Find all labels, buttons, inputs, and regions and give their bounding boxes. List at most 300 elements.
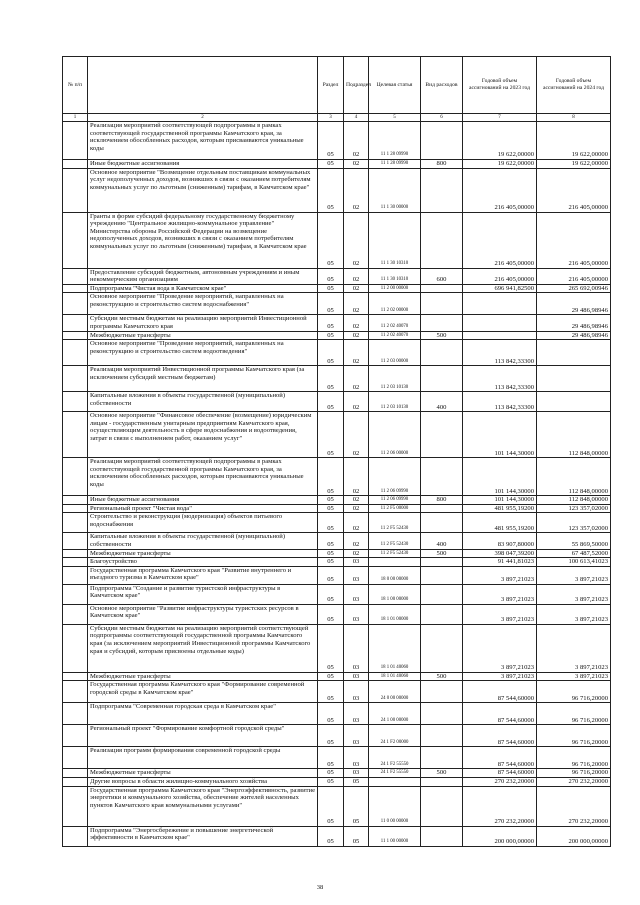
row-number-cell bbox=[63, 331, 88, 340]
row-number-cell bbox=[63, 681, 88, 703]
row-podrazdel-cell: 02 bbox=[344, 293, 369, 315]
row-number-cell bbox=[63, 725, 88, 747]
row-expense-type-cell bbox=[421, 703, 463, 725]
row-amount-2023-cell: 83 907,80000 bbox=[463, 533, 537, 549]
row-expense-type-cell bbox=[421, 566, 463, 584]
header-name bbox=[88, 57, 318, 114]
table-row bbox=[63, 496, 611, 505]
col-number: 5 bbox=[369, 114, 421, 122]
row-razdel-cell: 05 bbox=[318, 777, 344, 786]
row-name-cell: Межбюджетные трансферты bbox=[88, 672, 318, 681]
row-razdel-cell: 05 bbox=[318, 604, 344, 624]
row-expense-type-cell bbox=[421, 725, 463, 747]
row-amount-2023-cell: 101 144,30000 bbox=[463, 496, 537, 505]
row-podrazdel-cell: 02 bbox=[344, 315, 369, 331]
row-amount-2024-cell: 265 692,00946 bbox=[537, 284, 611, 293]
row-amount-2023-cell: 3 897,21023 bbox=[463, 604, 537, 624]
row-name-cell: Основное мероприятие "Возмещение отдельным поставщикам коммунальных услуг недополученных доходов, возникших в связи с оказанием потребителям коммунальных услуг по льготным (сниженным) тарифам, в Камчатском крае" bbox=[88, 168, 318, 212]
row-number-cell bbox=[63, 703, 88, 725]
row-target-article-cell: 11 2 00 00000 bbox=[369, 284, 421, 293]
row-razdel-cell: 05 bbox=[318, 513, 344, 533]
row-amount-2024-cell: 270 232,20000 bbox=[537, 786, 611, 826]
row-target-article-cell: 24 0 00 00000 bbox=[369, 681, 421, 703]
row-name-cell: Государственная программа Камчатского края "Энергоэффективность, развитие энергетики и коммунального хозяйства, обеспечение жителей населенных пунктов Камчатского края коммунальными услугами" bbox=[88, 786, 318, 826]
table-row bbox=[63, 747, 611, 769]
row-podrazdel-cell: 03 bbox=[344, 747, 369, 769]
row-amount-2024-cell: 29 486,98946 bbox=[537, 315, 611, 331]
row-target-article-cell: 11 1 30 10310 bbox=[369, 212, 421, 268]
row-name-cell: Гранты в форме субсидий федеральному государственному бюджетному учреждению "Центральное жилищно-коммунальное управление" Министерства обороны Российской Федерации на возмещение недополученных доходов, возникших в связи с оказанием потребителям коммунальных услуг по льготным (сниженным) тарифам, в Камчатском крае bbox=[88, 212, 318, 268]
row-name-cell: Основное мероприятие "Проведение мероприятий, направленных на реконструкцию и строительство систем водоснабжения" bbox=[88, 293, 318, 315]
row-amount-2024-cell: 3 897,21023 bbox=[537, 584, 611, 604]
row-number-cell bbox=[63, 747, 88, 769]
row-amount-2024-cell: 96 716,20000 bbox=[537, 703, 611, 725]
row-name-cell: Межбюджетные трансферты bbox=[88, 331, 318, 340]
row-razdel-cell: 05 bbox=[318, 122, 344, 160]
row-target-article-cell: 18 1 01 40060 bbox=[369, 624, 421, 672]
row-number-cell bbox=[63, 777, 88, 786]
row-expense-type-cell bbox=[421, 366, 463, 392]
row-name-cell: Подпрограмма "Современная городская среда в Камчатском крае" bbox=[88, 703, 318, 725]
row-number-cell bbox=[63, 786, 88, 826]
row-razdel-cell: 05 bbox=[318, 703, 344, 725]
row-number-cell bbox=[63, 558, 88, 567]
table-row bbox=[63, 168, 611, 212]
row-amount-2023-cell bbox=[463, 293, 537, 315]
table-row bbox=[63, 293, 611, 315]
row-expense-type-cell: 400 bbox=[421, 392, 463, 412]
row-amount-2024-cell: 29 486,98946 bbox=[537, 293, 611, 315]
row-razdel-cell: 05 bbox=[318, 458, 344, 496]
header-expense-type: Вид расходов bbox=[421, 57, 463, 114]
row-number-cell bbox=[63, 584, 88, 604]
row-razdel-cell: 05 bbox=[318, 315, 344, 331]
table-row bbox=[63, 826, 611, 846]
row-amount-2024-cell: 216 405,00000 bbox=[537, 268, 611, 284]
row-razdel-cell: 05 bbox=[318, 681, 344, 703]
row-podrazdel-cell: 02 bbox=[344, 284, 369, 293]
row-podrazdel-cell: 02 bbox=[344, 122, 369, 160]
row-amount-2023-cell: 3 897,21023 bbox=[463, 566, 537, 584]
row-number-cell bbox=[63, 826, 88, 846]
row-number-cell bbox=[63, 549, 88, 558]
row-amount-2024-cell: 112 848,00000 bbox=[537, 496, 611, 505]
row-amount-2023-cell: 87 544,60000 bbox=[463, 703, 537, 725]
row-amount-2024-cell: 55 869,50000 bbox=[537, 533, 611, 549]
row-podrazdel-cell: 03 bbox=[344, 703, 369, 725]
row-amount-2024-cell: 123 357,02000 bbox=[537, 513, 611, 533]
header-num: № п/п bbox=[63, 57, 88, 114]
row-number-cell bbox=[63, 340, 88, 366]
table-row bbox=[63, 458, 611, 496]
row-podrazdel-cell: 02 bbox=[344, 496, 369, 505]
row-name-cell: Основное мероприятие "Проведение мероприятий, направленных на реконструкцию и строительство систем водоотведения" bbox=[88, 340, 318, 366]
row-target-article-cell: 18 0 00 00000 bbox=[369, 566, 421, 584]
col-number: 1 bbox=[63, 114, 88, 122]
row-amount-2024-cell: 19 622,00000 bbox=[537, 122, 611, 160]
row-number-cell bbox=[63, 160, 88, 169]
row-podrazdel-cell: 02 bbox=[344, 212, 369, 268]
col-number: 7 bbox=[463, 114, 537, 122]
row-expense-type-cell: 500 bbox=[421, 549, 463, 558]
row-razdel-cell: 05 bbox=[318, 725, 344, 747]
row-amount-2024-cell: 3 897,21023 bbox=[537, 672, 611, 681]
row-target-article-cell: 18 1 01 00000 bbox=[369, 604, 421, 624]
col-number: 8 bbox=[537, 114, 611, 122]
row-razdel-cell: 05 bbox=[318, 168, 344, 212]
table-row bbox=[63, 331, 611, 340]
row-amount-2023-cell: 87 544,60000 bbox=[463, 725, 537, 747]
row-amount-2024-cell: 96 716,20000 bbox=[537, 725, 611, 747]
row-amount-2024-cell: 29 486,98946 bbox=[537, 331, 611, 340]
row-podrazdel-cell: 02 bbox=[344, 533, 369, 549]
row-amount-2024-cell: 96 716,20000 bbox=[537, 747, 611, 769]
row-amount-2023-cell: 216 405,00000 bbox=[463, 212, 537, 268]
row-amount-2023-cell: 200 000,00000 bbox=[463, 826, 537, 846]
row-number-cell bbox=[63, 168, 88, 212]
row-expense-type-cell bbox=[421, 786, 463, 826]
row-razdel-cell: 05 bbox=[318, 549, 344, 558]
row-podrazdel-cell: 05 bbox=[344, 826, 369, 846]
table-row bbox=[63, 268, 611, 284]
row-podrazdel-cell: 03 bbox=[344, 725, 369, 747]
row-number-cell bbox=[63, 366, 88, 392]
row-podrazdel-cell: 02 bbox=[344, 366, 369, 392]
row-razdel-cell: 05 bbox=[318, 212, 344, 268]
row-number-cell bbox=[63, 496, 88, 505]
row-expense-type-cell: 800 bbox=[421, 160, 463, 169]
row-razdel-cell: 05 bbox=[318, 160, 344, 169]
row-name-cell: Иные бюджетные ассигнования bbox=[88, 160, 318, 169]
table-row bbox=[63, 566, 611, 584]
row-name-cell: Межбюджетные трансферты bbox=[88, 769, 318, 778]
table-row bbox=[63, 703, 611, 725]
row-amount-2024-cell: 112 848,00000 bbox=[537, 412, 611, 458]
row-name-cell: Субсидии местным бюджетам на реализацию мероприятий Инвестиционной программы Камчатского края bbox=[88, 315, 318, 331]
row-target-article-cell: 11 2 F5 00000 bbox=[369, 504, 421, 513]
row-podrazdel-cell: 05 bbox=[344, 777, 369, 786]
row-amount-2023-cell bbox=[463, 315, 537, 331]
table-row bbox=[63, 212, 611, 268]
row-target-article-cell: 11 1 30 00000 bbox=[369, 168, 421, 212]
row-amount-2024-cell bbox=[537, 392, 611, 412]
row-amount-2024-cell: 3 897,21023 bbox=[537, 624, 611, 672]
row-podrazdel-cell: 02 bbox=[344, 340, 369, 366]
header-target-article: Целевая статья bbox=[369, 57, 421, 114]
row-expense-type-cell bbox=[421, 558, 463, 567]
row-expense-type-cell bbox=[421, 584, 463, 604]
row-amount-2024-cell: 3 897,21023 bbox=[537, 604, 611, 624]
row-podrazdel-cell: 02 bbox=[344, 513, 369, 533]
row-name-cell: Основное мероприятие "Развитие инфраструктуры туристских ресурсов в Камчатском крае" bbox=[88, 604, 318, 624]
row-target-article-cell bbox=[369, 777, 421, 786]
table-row bbox=[63, 392, 611, 412]
row-number-cell bbox=[63, 513, 88, 533]
row-expense-type-cell bbox=[421, 168, 463, 212]
table-row bbox=[63, 513, 611, 533]
row-name-cell: Реализация мероприятий соответствующей подпрограммы в рамках соответствующей государственной программы Камчатского края, за исключением обособленных расходов, которым присваиваются уникальные коды bbox=[88, 122, 318, 160]
table-row bbox=[63, 672, 611, 681]
row-amount-2024-cell bbox=[537, 340, 611, 366]
row-razdel-cell: 05 bbox=[318, 826, 344, 846]
row-number-cell bbox=[63, 604, 88, 624]
row-expense-type-cell bbox=[421, 412, 463, 458]
row-amount-2023-cell: 113 842,33300 bbox=[463, 392, 537, 412]
row-name-cell: Другие вопросы в области жилищно-коммунального хозяйства bbox=[88, 777, 318, 786]
row-amount-2023-cell: 19 622,00000 bbox=[463, 122, 537, 160]
row-target-article-cell: 24 1 F2 00000 bbox=[369, 725, 421, 747]
row-target-article-cell: 11 1 28 09990 bbox=[369, 160, 421, 169]
row-podrazdel-cell: 03 bbox=[344, 584, 369, 604]
row-podrazdel-cell: 03 bbox=[344, 566, 369, 584]
row-number-cell bbox=[63, 533, 88, 549]
row-razdel-cell: 05 bbox=[318, 331, 344, 340]
row-expense-type-cell bbox=[421, 777, 463, 786]
row-razdel-cell: 05 bbox=[318, 412, 344, 458]
row-expense-type-cell: 500 bbox=[421, 672, 463, 681]
row-expense-type-cell: 500 bbox=[421, 769, 463, 778]
table-row bbox=[63, 160, 611, 169]
table-header-row bbox=[63, 57, 611, 114]
row-amount-2023-cell: 3 897,21023 bbox=[463, 672, 537, 681]
row-razdel-cell: 05 bbox=[318, 504, 344, 513]
row-target-article-cell: 24 1 F2 55550 bbox=[369, 747, 421, 769]
row-number-cell bbox=[63, 672, 88, 681]
table-body bbox=[63, 122, 611, 847]
row-name-cell: Реализация мероприятий Инвестиционной программы Камчатского края (за исключением субсидий местным бюджетам) bbox=[88, 366, 318, 392]
row-name-cell: Субсидии местным бюджетам на реализацию мероприятий соответствующей подпрограммы соответствующей государственной программы Камчатского края (за исключением мероприятий Инвестиционной программы Камчатского края и субсидий, которым присвоены отдельные коды) bbox=[88, 624, 318, 672]
row-amount-2024-cell: 270 232,20000 bbox=[537, 777, 611, 786]
row-amount-2024-cell: 3 897,21023 bbox=[537, 566, 611, 584]
row-podrazdel-cell: 02 bbox=[344, 549, 369, 558]
row-target-article-cell: 11 1 30 10310 bbox=[369, 268, 421, 284]
row-razdel-cell: 05 bbox=[318, 584, 344, 604]
row-expense-type-cell bbox=[421, 681, 463, 703]
row-podrazdel-cell: 03 bbox=[344, 769, 369, 778]
row-amount-2023-cell: 216 405,00000 bbox=[463, 268, 537, 284]
row-amount-2023-cell: 3 897,21023 bbox=[463, 624, 537, 672]
table-row bbox=[63, 284, 611, 293]
row-razdel-cell: 05 bbox=[318, 566, 344, 584]
row-razdel-cell: 05 bbox=[318, 786, 344, 826]
table-row bbox=[63, 584, 611, 604]
table-row bbox=[63, 504, 611, 513]
row-amount-2023-cell: 101 144,30000 bbox=[463, 412, 537, 458]
row-amount-2023-cell: 87 544,60000 bbox=[463, 769, 537, 778]
table-row bbox=[63, 769, 611, 778]
row-target-article-cell: 11 2 06 09990 bbox=[369, 496, 421, 505]
row-name-cell: Капитальные вложения в объекты государственной (муниципальной) собственности bbox=[88, 392, 318, 412]
row-expense-type-cell bbox=[421, 624, 463, 672]
row-razdel-cell: 05 bbox=[318, 496, 344, 505]
row-expense-type-cell bbox=[421, 504, 463, 513]
row-target-article-cell bbox=[369, 558, 421, 567]
row-razdel-cell: 05 bbox=[318, 624, 344, 672]
row-amount-2024-cell: 19 622,00000 bbox=[537, 160, 611, 169]
header-razdel: Раздел bbox=[318, 57, 344, 114]
row-amount-2024-cell: 123 357,02000 bbox=[537, 504, 611, 513]
row-expense-type-cell bbox=[421, 284, 463, 293]
row-target-article-cell: 18 1 00 00000 bbox=[369, 584, 421, 604]
row-target-article-cell: 11 2 02 40070 bbox=[369, 315, 421, 331]
row-razdel-cell: 05 bbox=[318, 672, 344, 681]
row-target-article-cell: 11 2 03 10130 bbox=[369, 392, 421, 412]
row-expense-type-cell bbox=[421, 747, 463, 769]
row-name-cell: Подпрограмма "Создание и развитие туристской инфраструктуры в Камчатском крае" bbox=[88, 584, 318, 604]
row-number-cell bbox=[63, 412, 88, 458]
row-podrazdel-cell: 02 bbox=[344, 412, 369, 458]
row-name-cell: Межбюджетные трансферты bbox=[88, 549, 318, 558]
row-target-article-cell: 11 1 00 00000 bbox=[369, 826, 421, 846]
page-number: 38 bbox=[316, 884, 324, 891]
row-amount-2024-cell: 96 716,20000 bbox=[537, 681, 611, 703]
row-razdel-cell: 05 bbox=[318, 284, 344, 293]
table-row bbox=[63, 340, 611, 366]
table-row bbox=[63, 624, 611, 672]
row-target-article-cell: 24 1 F2 55550 bbox=[369, 769, 421, 778]
row-podrazdel-cell: 03 bbox=[344, 558, 369, 567]
row-amount-2023-cell bbox=[463, 331, 537, 340]
row-expense-type-cell bbox=[421, 212, 463, 268]
row-name-cell: Капитальные вложения в объекты государственной (муниципальной) собственности bbox=[88, 533, 318, 549]
row-razdel-cell: 05 bbox=[318, 392, 344, 412]
row-expense-type-cell bbox=[421, 604, 463, 624]
row-number-cell bbox=[63, 624, 88, 672]
row-name-cell: Региональный проект "Чистая вода" bbox=[88, 504, 318, 513]
row-podrazdel-cell: 02 bbox=[344, 268, 369, 284]
row-name-cell: Региональный проект "Формирование комфортной городской среды" bbox=[88, 725, 318, 747]
row-amount-2023-cell: 87 544,60000 bbox=[463, 747, 537, 769]
row-amount-2023-cell: 481 955,19200 bbox=[463, 504, 537, 513]
table-row bbox=[63, 777, 611, 786]
row-expense-type-cell bbox=[421, 513, 463, 533]
table-row bbox=[63, 786, 611, 826]
row-name-cell: Реализация программ формирования современной городской среды bbox=[88, 747, 318, 769]
row-number-cell bbox=[63, 268, 88, 284]
row-target-article-cell: 11 2 02 40070 bbox=[369, 331, 421, 340]
row-amount-2023-cell: 101 144,30000 bbox=[463, 458, 537, 496]
header-amount-2023: Годовой объем ассигнований на 2023 год bbox=[463, 57, 537, 114]
col-number: 6 bbox=[421, 114, 463, 122]
table-row bbox=[63, 725, 611, 747]
row-target-article-cell: 11 2 03 10130 bbox=[369, 366, 421, 392]
table-row bbox=[63, 315, 611, 331]
row-podrazdel-cell: 03 bbox=[344, 624, 369, 672]
row-amount-2023-cell: 398 047,39200 bbox=[463, 549, 537, 558]
row-razdel-cell: 05 bbox=[318, 533, 344, 549]
table-row bbox=[63, 604, 611, 624]
row-razdel-cell: 05 bbox=[318, 340, 344, 366]
table-row bbox=[63, 549, 611, 558]
row-number-cell bbox=[63, 122, 88, 160]
row-number-cell bbox=[63, 293, 88, 315]
table-row bbox=[63, 122, 611, 160]
row-amount-2023-cell: 270 232,20000 bbox=[463, 777, 537, 786]
row-expense-type-cell: 400 bbox=[421, 533, 463, 549]
col-number: 3 bbox=[318, 114, 344, 122]
row-amount-2023-cell: 696 941,82500 bbox=[463, 284, 537, 293]
row-expense-type-cell: 600 bbox=[421, 268, 463, 284]
row-amount-2023-cell: 481 955,19200 bbox=[463, 513, 537, 533]
row-target-article-cell: 11 2 F5 52430 bbox=[369, 533, 421, 549]
row-target-article-cell: 11 0 00 00000 bbox=[369, 786, 421, 826]
row-amount-2024-cell: 200 000,00000 bbox=[537, 826, 611, 846]
column-number-row bbox=[63, 114, 611, 122]
row-name-cell: Строительство и реконструкция (модернизация) объектов питьевого водоснабжения bbox=[88, 513, 318, 533]
table-row bbox=[63, 681, 611, 703]
col-number: 2 bbox=[88, 114, 318, 122]
row-expense-type-cell bbox=[421, 122, 463, 160]
row-amount-2023-cell: 3 897,21023 bbox=[463, 584, 537, 604]
row-amount-2023-cell: 19 622,00000 bbox=[463, 160, 537, 169]
row-name-cell: Подпрограмма "Энергосбережение и повышение энергетической эффективности в Камчатском крае" bbox=[88, 826, 318, 846]
row-number-cell bbox=[63, 504, 88, 513]
row-podrazdel-cell: 03 bbox=[344, 604, 369, 624]
row-number-cell bbox=[63, 284, 88, 293]
row-podrazdel-cell: 02 bbox=[344, 331, 369, 340]
row-target-article-cell: 11 2 F5 52430 bbox=[369, 513, 421, 533]
row-podrazdel-cell: 02 bbox=[344, 160, 369, 169]
row-name-cell: Благоустройство bbox=[88, 558, 318, 567]
row-amount-2024-cell: 216 405,00000 bbox=[537, 212, 611, 268]
row-expense-type-cell bbox=[421, 340, 463, 366]
row-target-article-cell: 11 2 06 09990 bbox=[369, 458, 421, 496]
row-amount-2024-cell: 216 405,00000 bbox=[537, 168, 611, 212]
row-number-cell bbox=[63, 566, 88, 584]
row-number-cell bbox=[63, 458, 88, 496]
row-podrazdel-cell: 03 bbox=[344, 672, 369, 681]
row-number-cell bbox=[63, 769, 88, 778]
row-amount-2024-cell: 100 613,41023 bbox=[537, 558, 611, 567]
budget-table bbox=[62, 56, 611, 847]
row-razdel-cell: 05 bbox=[318, 366, 344, 392]
row-podrazdel-cell: 02 bbox=[344, 392, 369, 412]
row-amount-2023-cell: 87 544,60000 bbox=[463, 681, 537, 703]
row-razdel-cell: 05 bbox=[318, 293, 344, 315]
row-number-cell bbox=[63, 212, 88, 268]
row-amount-2024-cell bbox=[537, 366, 611, 392]
row-name-cell: Государственная программа Камчатского края "Формирование современной городской среды в Камчатском крае" bbox=[88, 681, 318, 703]
row-target-article-cell: 24 1 00 00000 bbox=[369, 703, 421, 725]
table-row bbox=[63, 558, 611, 567]
row-podrazdel-cell: 05 bbox=[344, 786, 369, 826]
table-row bbox=[63, 412, 611, 458]
row-target-article-cell: 11 2 06 00000 bbox=[369, 412, 421, 458]
budget-table-sheet bbox=[62, 56, 610, 847]
col-number: 4 bbox=[344, 114, 369, 122]
row-name-cell: Подпрограмма "Чистая вода в Камчатском крае" bbox=[88, 284, 318, 293]
row-amount-2024-cell: 67 487,52000 bbox=[537, 549, 611, 558]
row-expense-type-cell bbox=[421, 315, 463, 331]
row-number-cell bbox=[63, 315, 88, 331]
table-row bbox=[63, 366, 611, 392]
table-row bbox=[63, 533, 611, 549]
row-expense-type-cell bbox=[421, 826, 463, 846]
row-podrazdel-cell: 02 bbox=[344, 458, 369, 496]
row-amount-2023-cell: 216 405,00000 bbox=[463, 168, 537, 212]
row-expense-type-cell: 800 bbox=[421, 496, 463, 505]
row-target-article-cell: 11 2 F5 52430 bbox=[369, 549, 421, 558]
row-target-article-cell: 11 1 28 09990 bbox=[369, 122, 421, 160]
row-amount-2024-cell: 112 848,00000 bbox=[537, 458, 611, 496]
row-razdel-cell: 05 bbox=[318, 769, 344, 778]
row-target-article-cell: 11 2 02 00000 bbox=[369, 293, 421, 315]
row-expense-type-cell bbox=[421, 293, 463, 315]
row-amount-2023-cell: 91 441,81023 bbox=[463, 558, 537, 567]
row-expense-type-cell: 500 bbox=[421, 331, 463, 340]
row-podrazdel-cell: 02 bbox=[344, 168, 369, 212]
row-name-cell: Предоставление субсидий бюджетным, автономным учреждениям и иным некоммерческим организациям bbox=[88, 268, 318, 284]
